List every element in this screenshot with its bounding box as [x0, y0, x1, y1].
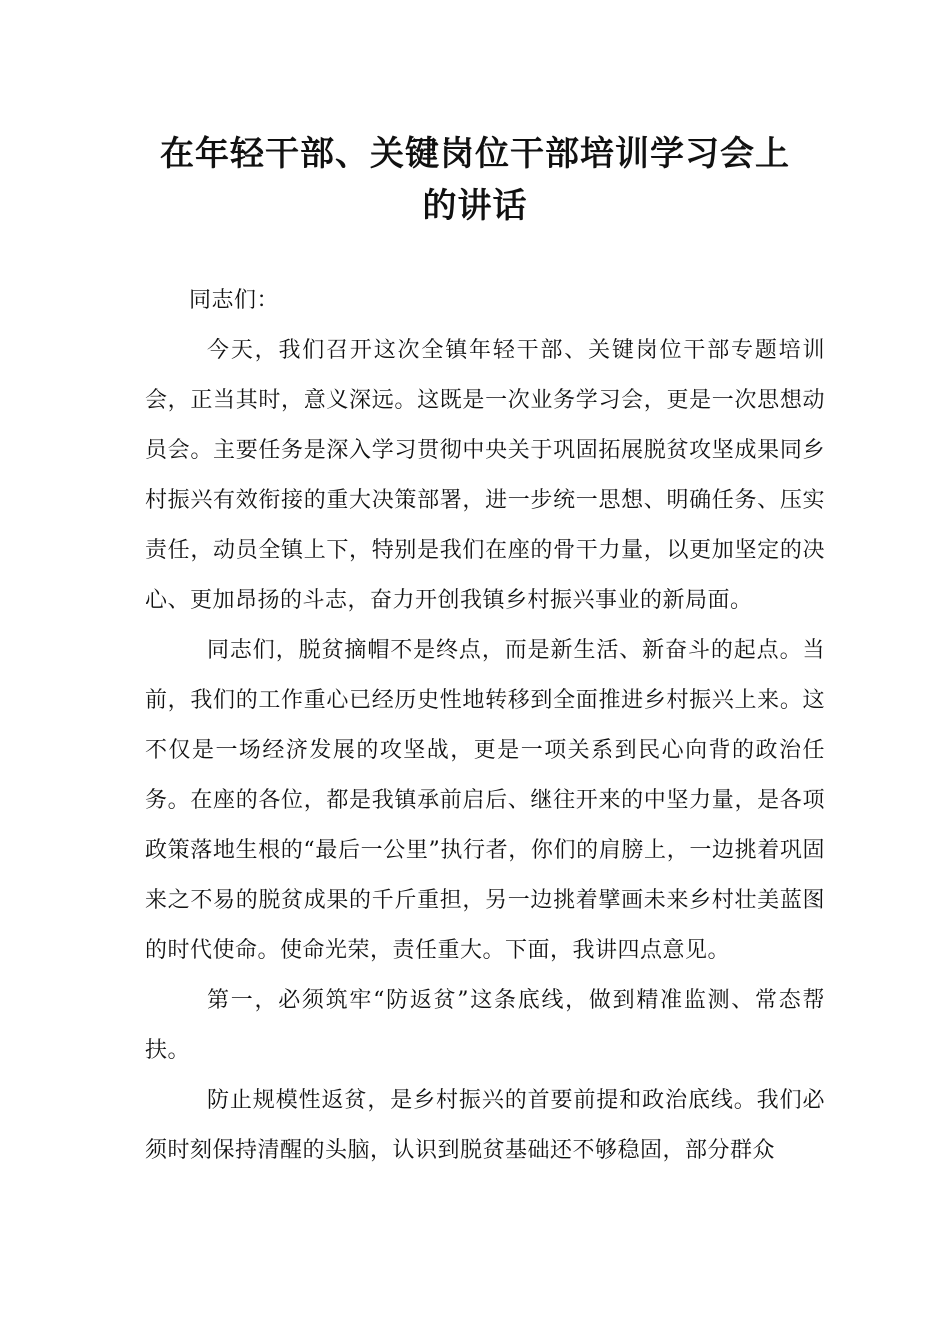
document-title	[120, 128, 830, 232]
title-line-2: 的讲话	[422, 186, 528, 226]
paragraph-context: 同志们，脱贫摘帽不是终点，而是新生活、新奋斗的起点。当前，我们的工作重心已经历史性地转移到全面推进乡村振兴上来。这不仅是一场经济发展的攻坚战，更是一项关系到民心向背的政治任务。在座的各位，都是我镇承前启后、继往开来的中坚力量，是各项政策落地生根的“最后一公里”执行者，你们的肩膀上，一边挑着巩固来之不易的脱贫成果的千斤重担，另一边挑着擘画未来乡村壮美蓝图的时代使命。使命光荣，责任重大。下面，我讲四点意见。	[145, 638, 825, 963]
section-heading-first: 第一，必须筑牢“防返贫”这条底线，做到精准监测、常态帮扶。	[145, 988, 825, 1063]
title-line-1: 在年轻干部、关键岗位干部培训学习会上	[160, 134, 790, 174]
salutation: 同志们：	[189, 288, 280, 313]
document-body	[145, 276, 825, 1176]
paragraph-intro: 今天，我们召开这次全镇年轻干部、关键岗位干部专题培训会，正当其时，意义深远。这既是一次业务学习会，更是一次思想动员会。主要任务是深入学习贯彻中央关于巩固拓展脱贫攻坚成果同乡村振兴有效衔接的重大决策部署，进一步统一思想、明确任务、压实责任，动员全镇上下，特别是我们在座的骨干力量，以更加坚定的决心、更加昂扬的斗志，奋力开创我镇乡村振兴事业的新局面。	[145, 338, 825, 613]
paragraph-first-section: 防止规模性返贫，是乡村振兴的首要前提和政治底线。我们必须时刻保持清醒的头脑，认识到脱贫基础还不够稳固，部分群众	[145, 1088, 825, 1163]
